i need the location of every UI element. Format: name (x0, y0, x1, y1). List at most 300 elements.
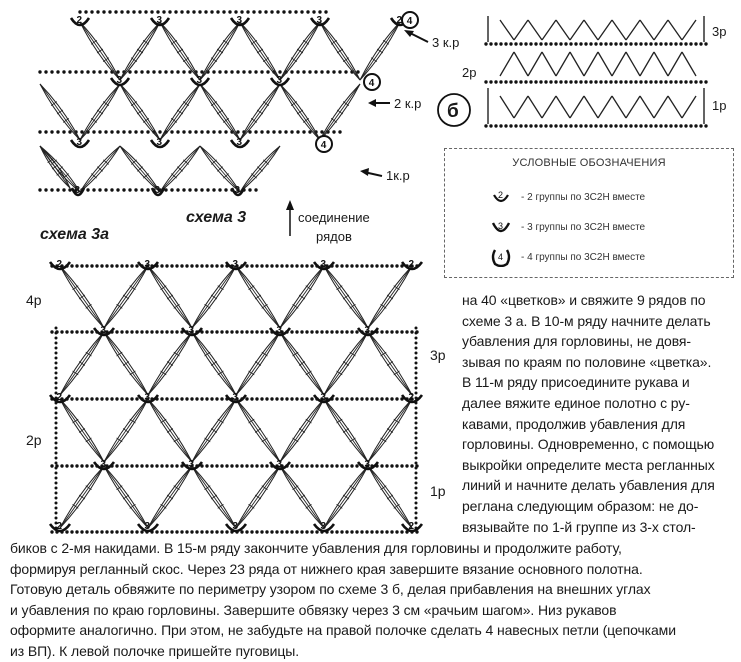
chain-dot (180, 530, 183, 533)
petal-tick (306, 419, 312, 423)
chain-dot (340, 464, 343, 467)
chain-dot (330, 330, 333, 333)
chain-dot (100, 397, 103, 400)
chain-dot (318, 10, 321, 13)
chain-dot (684, 42, 687, 45)
petal-tick (177, 49, 183, 53)
chain-dot (120, 330, 123, 333)
petal-tick (387, 495, 393, 499)
chain-dot (60, 330, 63, 333)
join-symbol-number: 3 (144, 259, 151, 270)
join-symbol-number: 3 (276, 75, 283, 86)
chain-dot (634, 124, 637, 127)
edging-stitch (556, 20, 570, 40)
chain-dot (574, 124, 577, 127)
chain-dot (604, 80, 607, 83)
petal-tick (394, 504, 400, 508)
edge-dot (415, 432, 418, 435)
chain-dot (278, 70, 281, 73)
chain-dot (310, 530, 313, 533)
chain-dot (265, 464, 268, 467)
chain-dot (504, 42, 507, 45)
edging-stitch (682, 20, 696, 40)
two-group-symbol-icon (489, 187, 513, 207)
chain-dot (165, 464, 168, 467)
chain-dot (594, 124, 597, 127)
chain-dot (150, 10, 153, 13)
edge-dot (415, 407, 418, 410)
chain-dot (70, 464, 73, 467)
label-2kr: 2 к.р (394, 96, 422, 111)
chain-dot (355, 330, 358, 333)
chain-dot (332, 70, 335, 73)
edge-dot (55, 487, 58, 490)
chain-dot (250, 330, 253, 333)
chain-dot (90, 264, 93, 267)
chain-dot (114, 10, 117, 13)
petal-tick (331, 118, 337, 122)
chain-dot (85, 464, 88, 467)
chain-dot (218, 130, 221, 133)
text-line: зывая по краям по половине «цветка». (462, 353, 712, 370)
edge-dot (415, 372, 418, 375)
edge-dot (55, 427, 58, 430)
chain-dot (235, 330, 238, 333)
chain-dot (75, 330, 78, 333)
legend-title: УСЛОВНЫЕ ОБОЗНАЧЕНИЯ (512, 157, 666, 169)
chain-dot (120, 530, 123, 533)
chain-dot (152, 70, 155, 73)
chain-dot (400, 330, 403, 333)
chain-dot (614, 80, 617, 83)
chain-dot (90, 330, 93, 333)
chain-dot (509, 80, 512, 83)
chain-dot (165, 330, 168, 333)
edge-dot (55, 327, 58, 330)
chain-dot (105, 264, 108, 267)
chain-dot (110, 264, 113, 267)
edge-dot (55, 407, 58, 410)
chain-dot (125, 464, 128, 467)
chain-dot (350, 397, 353, 400)
chain-dot (85, 330, 88, 333)
chain-dot (694, 124, 697, 127)
chain-dot (250, 530, 253, 533)
edge-dot (415, 467, 418, 470)
chain-dot (350, 464, 353, 467)
chain-dot (679, 42, 682, 45)
chain-dot (44, 70, 47, 73)
chain-dot (38, 70, 41, 73)
join-symbol-number: 2 (56, 392, 63, 403)
chain-dot (160, 264, 163, 267)
loop-symbol-number: 4 (320, 140, 327, 151)
join-symbol-number: 3 (236, 15, 243, 26)
chain-dot (170, 330, 173, 333)
petal-tick (174, 438, 180, 442)
edge-dot (55, 347, 58, 350)
petal-tick (174, 486, 180, 490)
edge-dot (415, 477, 418, 480)
chain-dot (120, 264, 123, 267)
petal-tick (255, 428, 261, 432)
edge-dot (55, 357, 58, 360)
petal-tick (137, 110, 143, 114)
petal-tick (79, 428, 85, 432)
petal-tick (337, 504, 343, 508)
chain-dot (250, 397, 253, 400)
petal-tick (211, 495, 217, 499)
chain-dot (395, 330, 398, 333)
chain-dot (669, 124, 672, 127)
petal-tick (350, 486, 356, 490)
petal-tick (161, 419, 167, 423)
chain-dot (170, 70, 173, 73)
petal-tick (337, 49, 343, 53)
petal-tick (381, 486, 387, 490)
chain-dot (246, 10, 249, 13)
chain-dot (499, 80, 502, 83)
chain-dot (514, 124, 517, 127)
text-line: кавами, продолжив убавления для (462, 415, 686, 432)
text-line: реглана следующим образом: не до- (462, 497, 699, 514)
edging-stitch (500, 52, 514, 76)
edge-dot (415, 507, 418, 510)
chain-dot (380, 397, 383, 400)
chain-dot (176, 70, 179, 73)
chain-dot (260, 530, 263, 533)
chain-dot (629, 80, 632, 83)
petal-tick (86, 486, 92, 490)
chain-dot (210, 530, 213, 533)
edge-dot (55, 342, 58, 345)
chain-dot (579, 42, 582, 45)
chain-dot (345, 330, 348, 333)
chain-dot (345, 397, 348, 400)
legend-box (444, 148, 734, 278)
chain-dot (144, 10, 147, 13)
chain-dot (360, 264, 363, 267)
chain-dot (579, 80, 582, 83)
row-arrow-3kr (404, 30, 428, 42)
chain-dot (684, 80, 687, 83)
chain-dot (509, 124, 512, 127)
chain-dot (559, 42, 562, 45)
chain-dot (44, 130, 47, 133)
chain-dot (135, 330, 138, 333)
chain-dot (56, 130, 59, 133)
chain-dot (182, 70, 185, 73)
four-group-symbol-icon (489, 247, 513, 267)
petal-tick (306, 286, 312, 290)
chain-dot (90, 397, 93, 400)
chain-dot (288, 10, 291, 13)
chain-dot (115, 264, 118, 267)
chain-dot (200, 188, 203, 191)
chain-dot (604, 124, 607, 127)
petal-tick (123, 361, 129, 365)
chain-dot (50, 130, 53, 133)
petal-tick (343, 102, 349, 106)
chain-dot (345, 264, 348, 267)
edging-stitch (640, 52, 654, 76)
chain-dot (230, 330, 233, 333)
edge-dot (55, 437, 58, 440)
chain-dot (125, 330, 128, 333)
petal-tick (299, 495, 305, 499)
chain-dot (679, 80, 682, 83)
chain-dot (310, 330, 313, 333)
loop-symbol-number: 4 (406, 16, 413, 27)
petal-tick (79, 495, 85, 499)
chain-dot (674, 80, 677, 83)
chain-dot (185, 397, 188, 400)
chain-dot (704, 124, 707, 127)
edge-dot (415, 352, 418, 355)
chain-dot (210, 10, 213, 13)
edging-stitch (612, 96, 626, 118)
petal-tick (211, 295, 217, 299)
chain-dot (380, 330, 383, 333)
chain-dot (644, 80, 647, 83)
chain-dot (280, 264, 283, 267)
petal-tick (79, 295, 85, 299)
chain-dot (300, 464, 303, 467)
petal-tick (73, 419, 79, 423)
chain-dot (534, 80, 537, 83)
edging-stitch (528, 20, 542, 40)
chain-dot (210, 397, 213, 400)
petal-tick (257, 110, 263, 114)
chain-dot (599, 124, 602, 127)
edge-dot (415, 512, 418, 515)
chain-dot (365, 264, 368, 267)
chain-dot (220, 330, 223, 333)
chain-dot (310, 397, 313, 400)
chain-dot (290, 130, 293, 133)
chain-dot (260, 397, 263, 400)
loop-symbol-number: 4 (368, 78, 375, 89)
petal-tick (343, 428, 349, 432)
chain-dot (589, 80, 592, 83)
petal-tick (205, 486, 211, 490)
chain-dot (195, 264, 198, 267)
chain-dot (62, 130, 65, 133)
text-line: линий и начните делать убавления для (462, 477, 715, 494)
chain-dot (574, 80, 577, 83)
chain-dot (395, 530, 398, 533)
chain-dot (315, 530, 318, 533)
chain-dot (312, 10, 315, 13)
join-symbol-number: 3 (320, 521, 327, 532)
chain-dot (564, 124, 567, 127)
chain-dot (524, 124, 527, 127)
chain-dot (165, 397, 168, 400)
row-arrow-1kr (360, 168, 382, 176)
chain-dot (75, 530, 78, 533)
chain-dot (125, 530, 128, 533)
chain-dot (200, 530, 203, 533)
chain-dot (205, 330, 208, 333)
petal-tick (117, 304, 123, 308)
petal-tick (205, 304, 211, 308)
petal-tick (161, 371, 167, 375)
chain-dot (98, 188, 101, 191)
chain-dot (644, 124, 647, 127)
chain-dot (240, 330, 243, 333)
label-b-2r: 2р (462, 65, 477, 80)
chain-dot (296, 130, 299, 133)
scheme-3a-lower-diagram (50, 259, 422, 534)
chain-dot (195, 530, 198, 533)
edging-stitch (556, 52, 570, 76)
instructions-column (462, 290, 738, 537)
chain-dot (182, 130, 185, 133)
chain-dot (135, 397, 138, 400)
chain-dot (110, 130, 113, 133)
petal-tick (297, 110, 303, 114)
petal-tick (387, 295, 393, 299)
petal-tick (371, 58, 377, 62)
petal-tick (131, 58, 137, 62)
edge-dot (415, 392, 418, 395)
chain-dot (345, 530, 348, 533)
edging-stitch (500, 96, 514, 118)
chain-dot (494, 124, 497, 127)
petal-tick (167, 295, 173, 299)
chain-dot (539, 42, 542, 45)
chain-dot (200, 130, 203, 133)
chain-dot (594, 42, 597, 45)
edging-stitch (598, 96, 612, 118)
edge-dot (55, 517, 58, 520)
edging-stitch (654, 52, 668, 76)
petal-tick (381, 352, 387, 356)
chain-dot (295, 330, 298, 333)
chain-dot (115, 330, 118, 333)
edge-dot (415, 517, 418, 520)
petal-tick (205, 438, 211, 442)
chain-dot (335, 264, 338, 267)
chain-dot (534, 42, 537, 45)
edge-dot (55, 382, 58, 385)
chain-dot (265, 397, 268, 400)
petal-tick (331, 40, 337, 44)
petal-tick (293, 352, 299, 356)
chain-dot (634, 42, 637, 45)
chain-dot (255, 464, 258, 467)
chain-dot (86, 70, 89, 73)
chain-dot (145, 330, 148, 333)
chain-dot (400, 464, 403, 467)
edge-dot (55, 412, 58, 415)
chain-dot (218, 188, 221, 191)
chain-dot (116, 188, 119, 191)
edging-stitch (514, 20, 528, 40)
chain-dot (272, 130, 275, 133)
chain-dot (245, 264, 248, 267)
chain-dot (634, 80, 637, 83)
edging-stitch (668, 20, 682, 40)
petal-tick (381, 304, 387, 308)
chain-dot (38, 130, 41, 133)
petal-tick (130, 504, 136, 508)
petal-tick (350, 438, 356, 442)
chain-dot (84, 10, 87, 13)
petal-tick (291, 102, 297, 106)
chain-dot (285, 530, 288, 533)
petal-tick (52, 165, 58, 169)
chain-dot (138, 10, 141, 13)
petal-tick (117, 352, 123, 356)
chain-dot (344, 70, 347, 73)
chain-dot (210, 464, 213, 467)
chain-dot (619, 80, 622, 83)
chain-dot (225, 464, 228, 467)
chain-dot (335, 464, 338, 467)
chain-dot (554, 42, 557, 45)
chain-dot (86, 188, 89, 191)
petal-tick (171, 40, 177, 44)
petal-tick (117, 486, 123, 490)
chain-dot (85, 264, 88, 267)
edging-stitch (598, 52, 612, 76)
chain-dot (338, 130, 341, 133)
chain-dot (330, 464, 333, 467)
chain-dot (185, 264, 188, 267)
chain-dot (210, 330, 213, 333)
chain-dot (579, 124, 582, 127)
chain-dot (115, 464, 118, 467)
chain-dot (205, 464, 208, 467)
chain-dot (639, 124, 642, 127)
legend-text-2: - 2 группы по 3С2Н вместе (521, 191, 646, 203)
chain-dot (175, 530, 178, 533)
petal-tick (177, 110, 183, 114)
chain-dot (190, 264, 193, 267)
label-lower-3r: 3р (430, 347, 446, 363)
petal-tick (73, 286, 79, 290)
join-symbol-number: 3 (76, 137, 83, 148)
chain-dot (385, 530, 388, 533)
chain-dot (340, 530, 343, 533)
edge-dot (415, 457, 418, 460)
edging-stitch (584, 96, 598, 118)
chain-dot (649, 80, 652, 83)
chain-dot (340, 264, 343, 267)
join-symbol-number: 2 (408, 392, 415, 403)
edge-dot (55, 367, 58, 370)
petal-tick (161, 286, 167, 290)
chain-dot (564, 80, 567, 83)
chain-dot (659, 42, 662, 45)
chain-dot (240, 10, 243, 13)
chain-dot (295, 464, 298, 467)
chain-dot (260, 130, 263, 133)
petal-tick (293, 304, 299, 308)
text-line: оформите аналогично. При этом, не забудьте на правой полочке сделать 4 навесных петли (цепочками (10, 622, 676, 639)
edging-stitch (626, 96, 640, 118)
chain-dot (176, 188, 179, 191)
petal-tick (131, 102, 137, 106)
chain-dot (176, 130, 179, 133)
edge-dot (415, 482, 418, 485)
chain-dot (539, 80, 542, 83)
chain-dot (56, 188, 59, 191)
petal-tick (130, 286, 136, 290)
chain-dot (704, 80, 707, 83)
edging-stitch (542, 20, 556, 40)
